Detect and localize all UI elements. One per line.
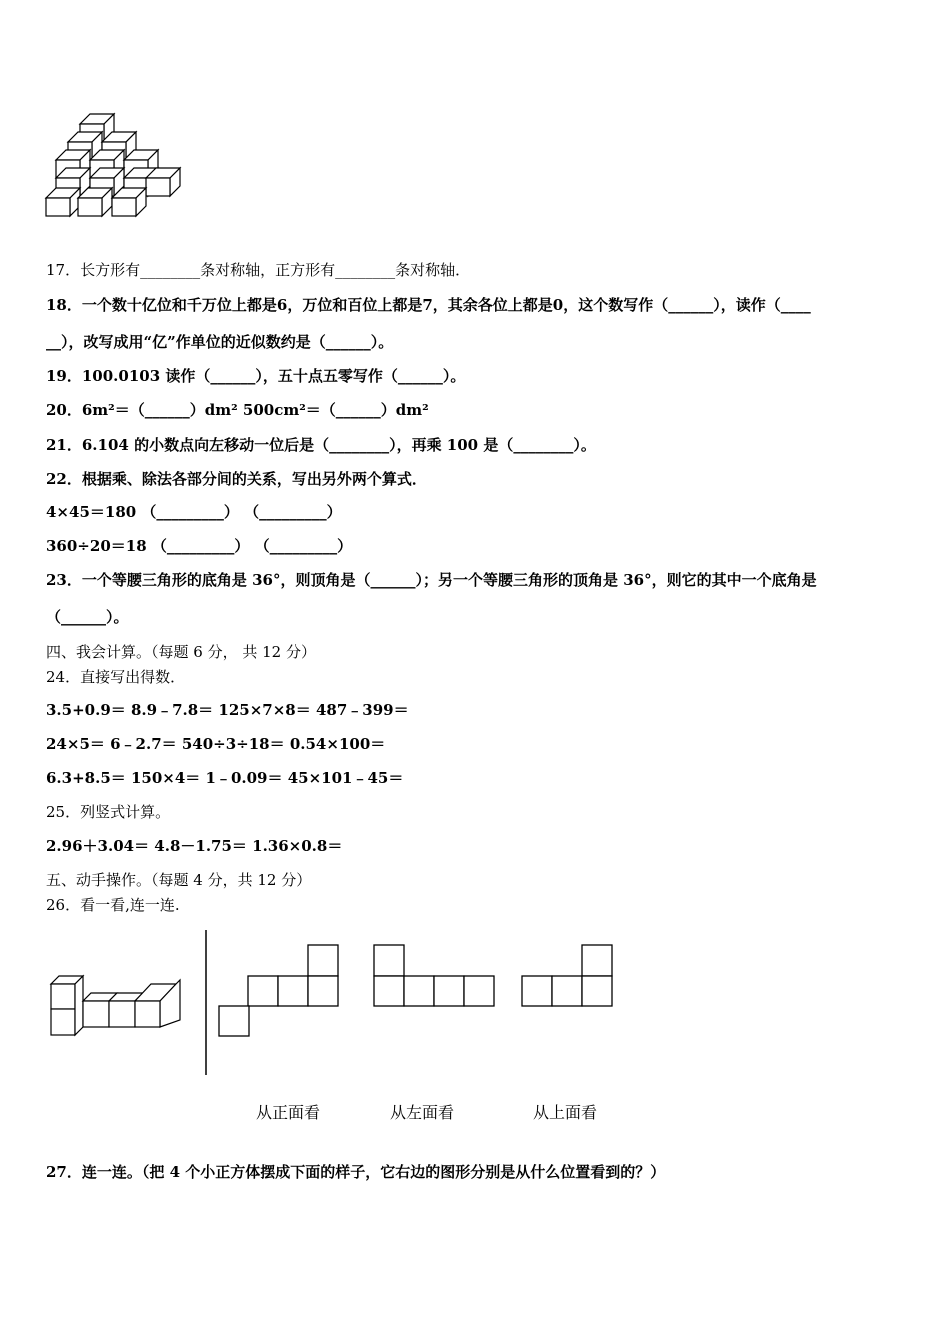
question-22-row-2: 360÷20＝18 （_________） （_________） xyxy=(46,537,353,555)
pyramid-cube-face xyxy=(146,178,170,196)
question-25-row: 2.96＋3.04＝ 4.8－1.75＝ 1.36×0.8＝ xyxy=(46,837,343,855)
question-24-title: 24．直接写出得数． xyxy=(46,668,186,686)
cube-pyramid-figure xyxy=(44,110,194,230)
question-26-title: 26．看一看,连一连. xyxy=(46,896,180,914)
question-23-line-1: 23．一个等腰三角形的底角是 36°，则顶角是（______）；另一个等腰三角形的顶角是 36°，则它的其中一个底角是 xyxy=(46,571,817,589)
question-23-line-2: （______）。 xyxy=(46,608,129,626)
question-17: 17．长方形有________条对称轴，正方形有________条对称轴． xyxy=(46,261,471,279)
question-27: 27．连一连。（把 4 个小正方体摆成下面的样子，它右边的图形分别是从什么位置看到的？） xyxy=(46,1163,666,1181)
pyramid-cube-face xyxy=(46,198,70,216)
pyramid-cube-face xyxy=(78,198,102,216)
question-22-title: 22．根据乘、除法各部分间的关系，写出另外两个算式． xyxy=(46,470,427,488)
caption-left-view: 从左面看 xyxy=(390,1103,455,1122)
pyramid-cube-face xyxy=(112,198,136,216)
question-22-row-1: 4×45＝180 （_________） （_________） xyxy=(46,503,342,521)
question-18-line-2: __），改写成用“亿”作单位的近似数约是（______）。 xyxy=(46,333,394,351)
section-5-heading: 五、动手操作。（每题 4 分，共 12 分） xyxy=(46,871,312,889)
question-24-row-3: 6.3+8.5＝ 150×4＝ 1﹣0.09＝ 45×101﹣45＝ xyxy=(46,769,404,787)
question-24-row-2: 24×5＝ 6﹣2.7＝ 540÷3÷18＝ 0.54×100＝ xyxy=(46,735,386,753)
question-18-line-1: 18．一个数十亿位和千万位上都是6，万位和百位上都是7，其余各位上都是0，这个数写作（______），读作（____ xyxy=(46,296,811,314)
question-24-row-1: 3.5+0.9＝ 8.9﹣7.8＝ 125×7×8＝ 487﹣399＝ xyxy=(46,701,409,719)
view-grid-a xyxy=(218,944,340,1039)
vertical-divider xyxy=(204,930,208,1075)
question-20: 20．6m²＝（______）dm² 500cm²＝（______）dm² xyxy=(46,401,429,419)
cube-row-figure xyxy=(48,972,188,1042)
section-4-heading: 四、我会计算。（每题 6 分， 共 12 分） xyxy=(46,643,316,661)
view-grid-b xyxy=(373,944,498,1009)
caption-front-view: 从正面看 xyxy=(256,1103,321,1122)
question-21: 21．6.104 的小数点向左移动一位后是（________），再乘 100 是（________）。 xyxy=(46,436,596,454)
question-25-title: 25．列竖式计算。 xyxy=(46,803,171,821)
question-19: 19．100.0103 读作（______），五十点五零写作（______）。 xyxy=(46,367,466,385)
view-grid-c xyxy=(521,944,616,1009)
caption-top-view: 从上面看 xyxy=(533,1103,598,1122)
